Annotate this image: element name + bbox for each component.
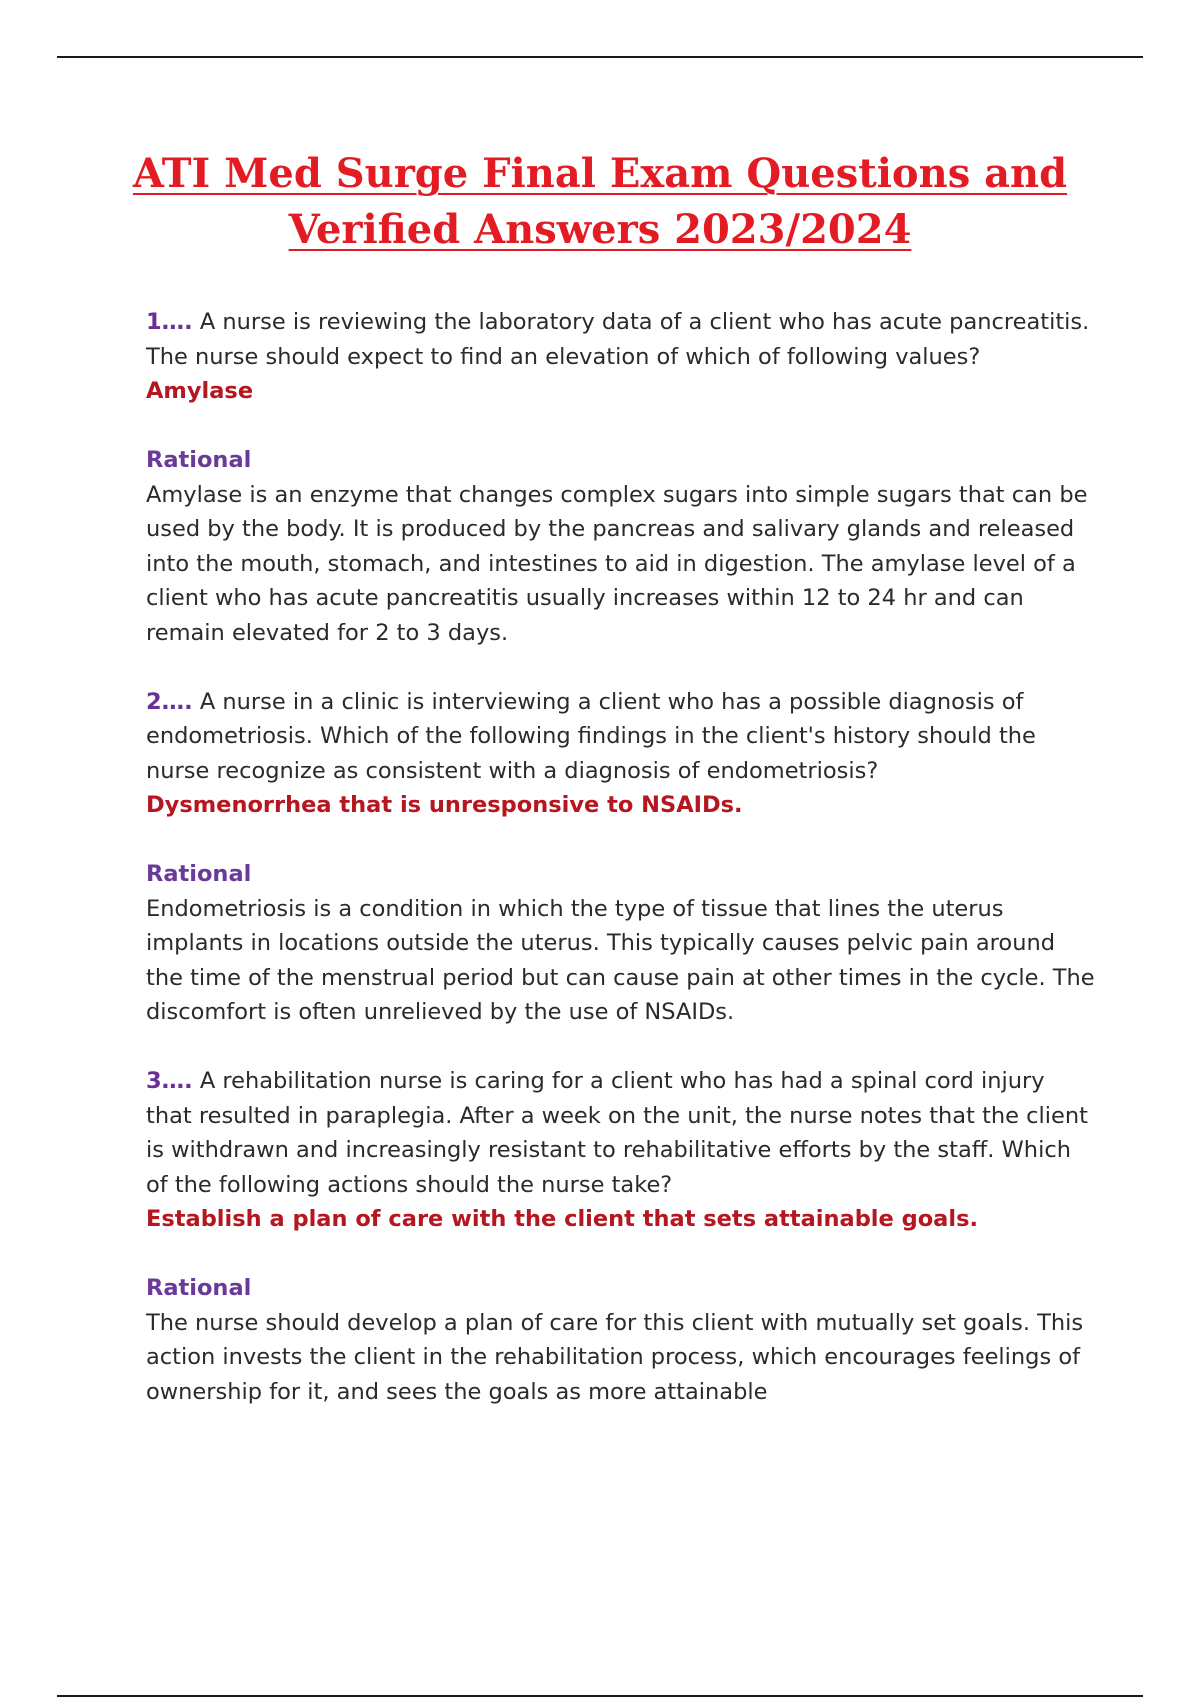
question-block-3 [146,1064,1096,1409]
rational-text: The nurse should develop a plan of care for this client with mutually set goals. This action invests the client in the rehabilitation process, which encourages feelings of ownership for it, and sees the goals as more attainable [146,1309,1084,1405]
rational-label: Rational [146,861,252,887]
answer-text: Establish a plan of care with the client that sets attainable goals. [146,1206,979,1232]
question-prompt: A rehabilitation nurse is caring for a client who has had a spinal cord injury that resulted in paraplegia. After a week on the unit, the nurse notes that the client is withdrawn and increasingly resistant to rehabilitative efforts by the staff. Which of the following actions should the nurse take? [146,1068,1088,1198]
question-number: 3…. [146,1068,193,1094]
rational-label: Rational [146,447,252,473]
question-text [146,1064,1096,1202]
question-block-2 [146,685,1096,1030]
question-text [146,305,1096,374]
question-number: 2…. [146,688,193,715]
rational-text: Endometriosis is a condition in which the type of tissue that lines the uterus implants in locations outside the uterus. This typically causes pelvic pain around the time of the menstrual period but can cause pain at other times in the cycle. The discomfort is often unrelieved by the use of NSAIDs. [146,895,1095,1025]
top-rule [57,56,1143,58]
answer-text: Amylase [146,378,254,404]
question-block-1 [146,305,1096,650]
bottom-rule [57,1695,1143,1697]
title-line-1: ATI Med Surge Final Exam Questions and [132,150,1068,197]
question-number: 1…. [146,309,193,335]
answer-text: Dysmenorrhea that is unresponsive to NSAIDs. [146,792,743,818]
rational-text: Amylase is an enzyme that changes complex sugars into simple sugars that can be used by the body. It is produced by the pancreas and salivary glands and released into the mouth, stomach, and intestines to aid in digestion. The amylase level of a client who has acute pancreatitis usually increases within 12 to 24 hr and can remain elevated for 2 to 3 days. [146,481,1088,646]
question-text [146,685,1096,789]
question-prompt: A nurse is reviewing the laboratory data of a client who has acute pancreatitis. The nurse should expect to find an elevation of which of following values? [146,309,1090,370]
question-prompt: A nurse in a clinic is interviewing a client who has a possible diagnosis of endometriosis. Which of the following findings in the client's history should the nurse recognize as consistent with a diagnosis of endometriosis? [146,688,1036,784]
title-line-2: Verified Answers 2023/2024 [288,206,912,253]
rational-label: Rational [146,1275,252,1301]
document-body [146,305,1096,1409]
page-title [0,146,1200,258]
